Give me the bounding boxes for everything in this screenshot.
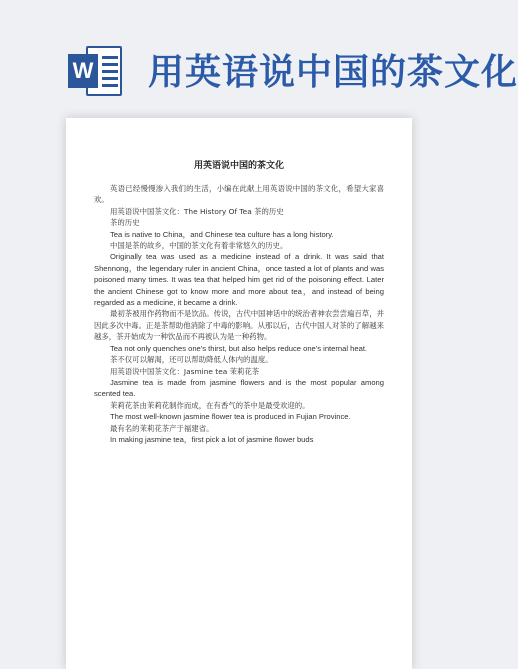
paragraph: Tea is native to China，and Chinese tea culture has a long history. (110, 229, 334, 239)
paragraph: Originally tea was used as a medicine instead of a drink. It was said that Shennong，the legendary ruler in ancient China，once tasted a lot of plants and was poisoned many times. It was tea that helped him get rid of the poisoning effect. Later the ancient Chinese got to know more and more about tea，and instead of being regarded as a medicine, it became a drink. (94, 252, 384, 308)
paragraph: 最初茶被用作药物而不是饮品。传说，古代中国神话中的统治者神农尝尝遍百草，并因此多次中毒。正是茶帮助他消除了中毒的影响。从那以后，古代中国人对茶的了解越来越多，茶开始成为一种饮品而不再被认为是一种药物。 (94, 309, 384, 342)
banner-title: 用英语说中国的茶文化 (148, 52, 518, 93)
document-body (94, 183, 384, 445)
word-badge: W (68, 54, 98, 88)
paragraph: 用英语说中国茶文化：The History Of Tea 茶的历史 (110, 206, 284, 216)
paragraph: In making jasmine tea，first pick a lot of jasmine flower buds (110, 434, 314, 444)
paragraph: Jasmine tea is made from jasmine flowers and is the most popular among scented tea. (94, 377, 384, 399)
document-page (66, 118, 412, 669)
paragraph: 茶的历史 (110, 218, 140, 228)
paragraph: 用英语说中国茶文化：Jasmine tea 茉莉花茶 (110, 366, 260, 376)
paragraph: 茉莉花茶由茉莉花制作而成，在有香气的茶中是最受欢迎的。 (110, 400, 310, 410)
paragraph: 英语已经慢慢渗入我们的生活，小编在此献上用英语说中国的茶文化，希望大家喜欢。 (94, 184, 384, 205)
paragraph: Tea not only quenches one's thirst, but also helps reduce one's internal heat. (110, 343, 368, 353)
paragraph: 最有名的茉莉花茶产于福建省。 (110, 423, 214, 433)
paragraph: The most well-known jasmine flower tea is produced in Fujian Province. (110, 412, 351, 422)
banner (0, 0, 518, 110)
paragraph: 茶不仅可以解渴，还可以帮助降低人体内的温度。 (110, 355, 273, 365)
word-icon (68, 42, 126, 102)
paragraph: 中国是茶的故乡，中国的茶文化有着非常悠久的历史。 (110, 241, 288, 251)
document-title: 用英语说中国的茶文化 (193, 161, 284, 171)
